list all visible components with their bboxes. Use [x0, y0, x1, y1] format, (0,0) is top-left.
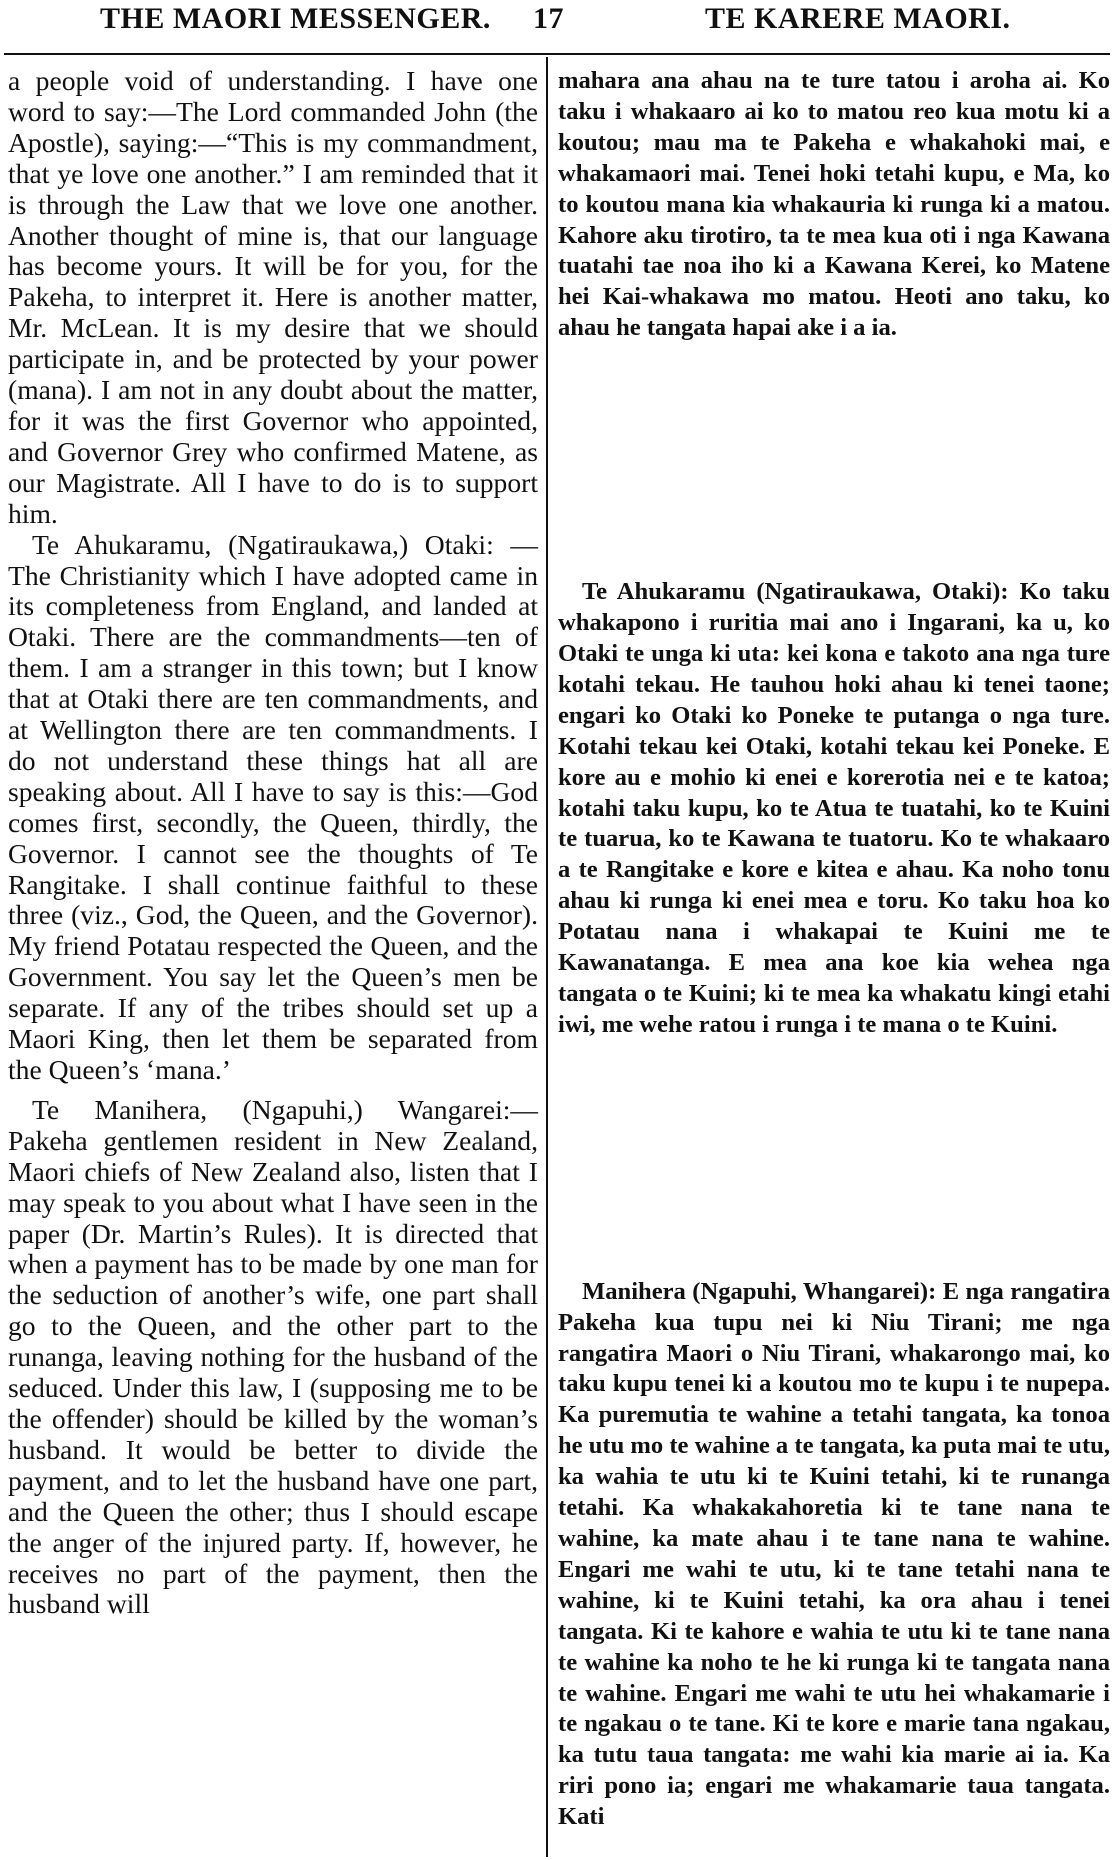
maori-paragraph: Manihera (Ngapuhi, Whangarei): E nga rangatira Pakeha kua tupu nei ki Niu Tirani; me nga rangatira Maori o Niu Tirani, whakarongo mai, ko taku kupu tenei ki a koutou mo te kupu i te nupepa. Ka puremutia te wahine a tetahi tangata, ka tonoa he utu mo te wahine a te tangata, ka puta mai te utu, ka wahia te utu ki te Kuini tetahi, ki te runanga tetahi. Ka whakakahoretia ki te tane nana te wahine, ka mate ahau i te tane nana te wahine. Engari me wahi te utu, ki te tane tetahi nana te wahine, ki te Kuini tetahi, ka ora ahau i tenei tangata. Ki te kahore e wahia te utu ki te tane nana te wahine ka noho te he ki runga ki te tangata nana te wahine. Engari me wahi te utu hei whakamarie i te ngakau o te tane. Ki te kore e marie tana ngakau, ka tutu taua tangata: me wahi kia marie ai ia. Ka riri pono ia; engari me whakamarie taua tangata. Kati: [558, 1277, 1111, 1831]
page-number: 17: [533, 2, 564, 35]
column-divider: [546, 57, 548, 1857]
maori-paragraph: Te Ahukaramu (Ngatiraukawa, Otaki): Ko taku whakapono i ruritia mai ano i Ingarani, ka u, ko Otaki te unga ki uta: kei kona e takoto ana nga ture kotahi tekau. He tauhou hoki ahau ki tenei taone; engari ko Otaki ko Poneke te putanga o nga ture. Kotahi tekau kei Otaki, kotahi tekau kei Poneke. E kore au e mohio ki enei e korerotia nei e te katoa; kotahi taku kupu, ko te Atua te tuatahi, ko te Kuini te tuarua, ko te Kawana te tuatoru. Ko te whakaaro a te Rangitake e kore e kitea e ahau. Ka noho tonu ahau ki runga ki enei mea e toru. Ko taku hoa ko Potatau nana i whakapai te Kuini me te Kawanatanga. E mea ana koe kia wehea nga tangata o te Kuini; ki te mea ka whakatu kingi etahi iwi, me wehe ratou i runga i te mana o te Kuini.: [558, 578, 1110, 1038]
english-paragraph: a people void of understanding. I have one word to say:—The Lord commanded John (the Apostle), saying:—“This is my commandment, that ye love one another.” I am reminded that it is through the Law that we love one another. Another thought of mine is, that our language has become yours. It will be for you, for the Pakeha, to interpret it. Here is another matter, Mr. McLean. It is my desire that we should participate in, and be protected by your power (mana). I am not in any doubt about the matter, for it was the first Governor who appointed, and Governor Grey who confirmed Matene, as our Magistrate. All I have to do is to support him.: [8, 65, 538, 529]
header-rule: [4, 53, 1110, 55]
english-column: [8, 66, 538, 1620]
maori-column: [558, 66, 1110, 1833]
maori-paragraph: mahara ana ahau na te ture tatou i aroha ai. Ko taku i whakaaro ai ko to matou reo kua motu ki a koutou; mau ma te Pakeha e whakahoki mai, e whakamaori mai. Tenei hoki tetahi kupu, e Ma, ko to koutou mana kia whakauria ki runga ki a matou. Kahore aku tirotiro, ta te mea kua oti i nga Kawana tuatahi tae noa iho ki a Kawana Kerei, ko Matene hei Kai-whakawa mo matou. Heoti ano taku, ko ahau he tangata hapai ake i a ia.: [558, 67, 1110, 342]
page-header: [0, 0, 1114, 52]
maori-masthead: TE KARERE MAORI.: [705, 2, 1011, 35]
english-masthead: THE MAORI MESSENGER.: [100, 2, 491, 35]
english-paragraph: Te Ahukaramu, (Ngatiraukawa,) Otaki: —The Christianity which I have adopted came in its completeness from England, and landed at Otaki. There are the commandments—ten of them. I am a stranger in this town; but I know that at Otaki there are ten commandments, and at Wellington there are ten commandments. I do not understand these things hat all are speaking about. All I have to say is this:—God comes first, secondly, the Queen, thirdly, the Governor. I cannot see the thoughts of Te Rangitake. I shall continue faithful to these three (viz., God, the Queen, and the Governor). My friend Potatau respected the Queen, and the Government. You say let the Queen’s men be separate. If any of the tribes should set up a Maori King, then let them be separated from the Queen’s ‘mana.’: [8, 528, 538, 1085]
english-paragraph: Te Manihera, (Ngapuhi,) Wangarei:— Pakeha gentlemen resident in New Zealand, Maori chiefs of New Zealand also, listen that I may speak to you about what I have seen in the paper (Dr. Martin’s Rules). It is directed that when a payment has to be made by one man for the seduction of another’s wife, one part shall go to the Queen, and the other part to the runanga, leaving nothing for the husband of the seduced. Under this law, I (supposing me to be the offender) should be killed by the woman’s husband. It would be better to divide the payment, and to let the husband have one part, and the Queen the other; thus I should escape the anger of the injured party. If, however, he receives no part of the payment, then the husband will: [8, 1093, 538, 1620]
